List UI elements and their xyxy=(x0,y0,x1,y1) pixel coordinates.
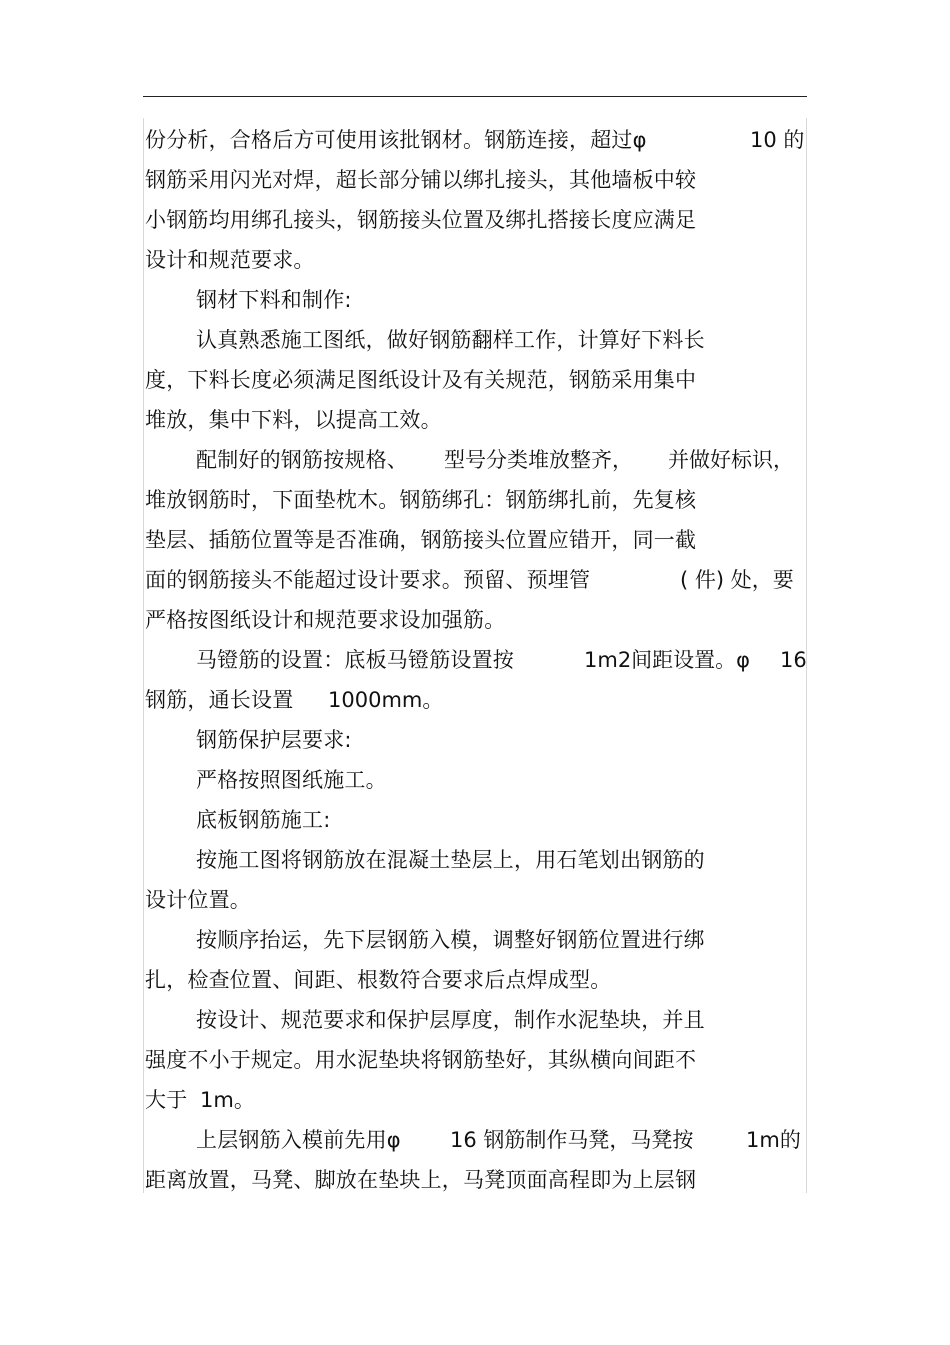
text-line: 钢筋采用闪光对焊，超长部分铺以绑扎接头，其他墙板中较 xyxy=(145,168,697,192)
text-line: 按顺序抬运，先下层钢筋入模，调整好钢筋位置进行绑 xyxy=(196,928,705,952)
text-line: 垫层、插筋位置等是否准确，钢筋接头位置应错开，同一截 xyxy=(145,528,697,552)
text-line: 设计位置。 xyxy=(145,888,251,912)
text-line: 按施工图将钢筋放在混凝土垫层上，用石笔划出钢筋的 xyxy=(196,848,705,872)
text-line: 面的钢筋接头不能超过设计要求。预留、预埋管 xyxy=(145,568,591,592)
text-line-mid: 1000mm。 xyxy=(328,688,444,712)
text-line-tail: 10 的 xyxy=(750,128,805,152)
text-line-tail: 并做好标识， xyxy=(668,448,794,472)
text-line: 严格按图纸设计和规范要求设加强筋。 xyxy=(145,608,506,632)
text-line: 配制好的钢筋按规格、 xyxy=(196,448,408,472)
section-heading: 钢筋保护层要求: xyxy=(196,728,352,752)
header-rule xyxy=(143,96,807,97)
text-frame-left-border xyxy=(143,118,144,1193)
text-line-mid: 1m。 xyxy=(200,1088,255,1112)
text-line: 按设计、规范要求和保护层厚度，制作水泥垫块，并且 xyxy=(196,1008,705,1032)
text-line: 上层钢筋入模前先用φ xyxy=(196,1128,401,1152)
text-line-mid: 1m2间距设置。φ xyxy=(584,648,751,672)
text-line: 认真熟悉施工图纸，做好钢筋翻样工作，计算好下料长 xyxy=(196,328,705,352)
text-line: 距离放置，马凳、脚放在垫块上，马凳顶面高程即为上层钢 xyxy=(145,1168,697,1192)
text-line: 钢筋，通长设置 xyxy=(145,688,294,712)
text-line: 堆放钢筋时，下面垫枕木。钢筋绑孔：钢筋绑扎前，先复核 xyxy=(145,488,697,512)
text-line: 堆放，集中下料，以提高工效。 xyxy=(145,408,442,432)
text-line: 份分析，合格后方可使用该批钢材。钢筋连接，超过φ xyxy=(145,128,647,152)
text-line: 马镫筋的设置：底板马镫筋设置按 xyxy=(196,648,514,672)
text-line: 设计和规范要求。 xyxy=(145,248,315,272)
text-line-mid: 型号分类堆放整齐， xyxy=(444,448,633,472)
text-line: 扎，检查位置、间距、根数符合要求后点焊成型。 xyxy=(145,968,612,992)
text-line: 强度不小于规定。用水泥垫块将钢筋垫好，其纵横向间距不 xyxy=(145,1048,697,1072)
text-line-tail: 16 xyxy=(780,648,807,672)
section-heading: 钢材下料和制作: xyxy=(196,288,352,312)
text-line-mid: 16 钢筋制作马凳，马凳按 xyxy=(450,1128,694,1152)
text-line: 大于 xyxy=(145,1088,188,1112)
text-line-tail: 1m的 xyxy=(746,1128,801,1152)
text-line-tail: ( 件) 处，要 xyxy=(680,568,794,592)
section-heading: 底板钢筋施工: xyxy=(196,808,331,832)
text-line: 小钢筋均用绑孔接头，钢筋接头位置及绑扎搭接长度应满足 xyxy=(145,208,697,232)
text-line: 严格按照图纸施工。 xyxy=(196,768,387,792)
text-line: 度，下料长度必须满足图纸设计及有关规范，钢筋采用集中 xyxy=(145,368,697,392)
